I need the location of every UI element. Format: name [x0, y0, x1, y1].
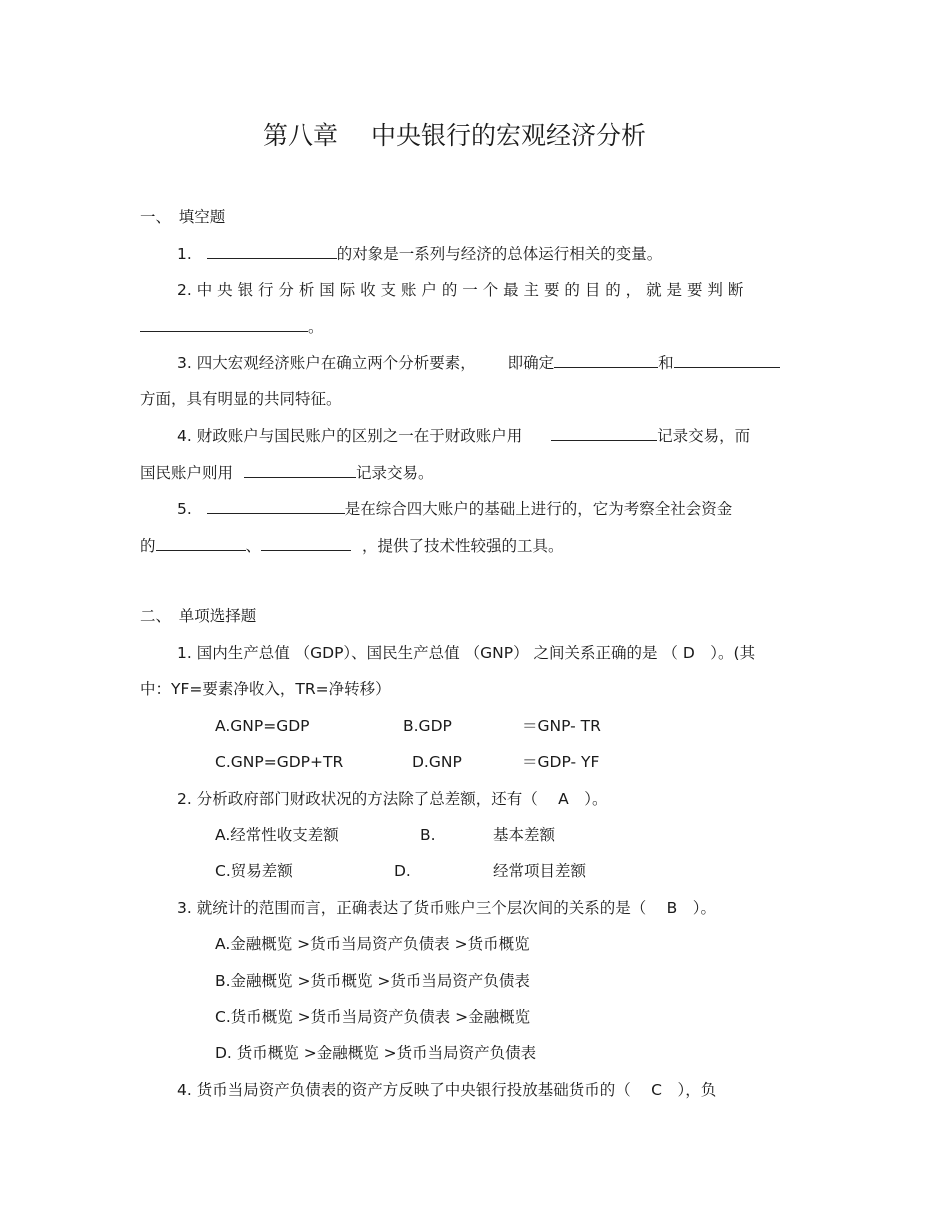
- option-a: A.经常性收支差额: [215, 826, 339, 844]
- option-b-text: 基本差额: [493, 826, 556, 844]
- question-1-3-line2: 方面，具有明显的共同特征。: [140, 390, 342, 408]
- question-text: 和: [658, 354, 674, 372]
- question-1-1: [177, 243, 662, 264]
- question-2-3-line1: 3. 就统计的范围而言，正确表达了货币账户三个层次间的关系的是（ B ）。: [177, 899, 717, 917]
- option-b: B.GDP: [403, 717, 452, 735]
- question-2-1-line1: 1. 国内生产总值 （GDP）、国民生产总值 （GNP） 之间关系正确的是 （ D ）。(其: [177, 644, 756, 662]
- question-number: 5.: [177, 500, 192, 518]
- option-c: C.GNP=GDP+TR: [215, 753, 344, 771]
- question-text: 即确定: [507, 354, 555, 372]
- answer-blank: [207, 498, 345, 514]
- option-d: D.GNP: [412, 753, 462, 771]
- option-c: C.货币概览 >货币当局资产负债表 >金融概览: [215, 1008, 531, 1026]
- question-text: 3. 四大宏观经济账户在确立两个分析要素，: [177, 354, 476, 372]
- option-a: A.金融概览 >货币当局资产负债表 >货币概览: [215, 935, 530, 953]
- answer-blank: [244, 462, 356, 478]
- question-text: 4. 财政账户与国民账户的区别之一在于财政账户用: [177, 427, 523, 445]
- question-1-2-line2: [140, 316, 324, 337]
- answer-blank: [207, 243, 337, 259]
- option-b: B.: [420, 826, 436, 844]
- question-1-5-line1: [177, 498, 732, 519]
- question-text: 记录交易，而: [657, 427, 751, 445]
- question-2-1-line2: 中：YF=要素净收入，TR=净转移）: [140, 680, 391, 698]
- question-number: 1.: [177, 245, 192, 263]
- option-c: C.贸易差额: [215, 862, 293, 880]
- answer-blank: [261, 535, 351, 551]
- answer-blank: [140, 316, 308, 332]
- answer-blank: [551, 425, 657, 441]
- page-title: 第八章 中央银行的宏观经济分析: [263, 121, 646, 150]
- section-heading-single-choice: 二、 单项选择题: [140, 607, 257, 625]
- question-2-4-line1: 4. 货币当局资产负债表的资产方反映了中央银行投放基础货币的（ C ），负: [177, 1081, 717, 1099]
- question-text: ，提供了技术性较强的工具。: [361, 537, 564, 555]
- option-b: B.金融概览 >货币概览 >货币当局资产负债表: [215, 972, 530, 990]
- answer-blank: [674, 352, 780, 368]
- answer-blank: [554, 352, 658, 368]
- question-text: 。: [308, 318, 324, 336]
- option-d-text: ＝GDP- YF: [522, 753, 600, 771]
- option-b-text: ＝GNP- TR: [522, 717, 601, 735]
- question-1-3-line1: [177, 352, 780, 373]
- option-d-text: 经常项目差额: [493, 862, 587, 880]
- question-text: 是在综合四大账户的基础上进行的，它为考察全社会资金: [344, 500, 733, 518]
- section-heading-fill-in: 一、 填空题: [140, 208, 226, 226]
- question-text: 的对象是一系列与经济的总体运行相关的变量。: [336, 245, 663, 263]
- question-text: 国民账户则用: [140, 464, 234, 482]
- question-text: 的: [140, 537, 156, 555]
- separator: 、: [245, 537, 262, 555]
- question-text: 2. 中 央 银 行 分 析 国 际 收 支 账 户 的 一 个 最 主 要 的 目 的 ， 就 是 要 判 断: [177, 281, 744, 299]
- question-text: 记录交易。: [355, 464, 434, 482]
- answer-blank: [156, 535, 246, 551]
- option-d: D. 货币概览 >金融概览 >货币当局资产负债表: [215, 1044, 537, 1062]
- question-1-4-line2: [140, 462, 433, 483]
- option-a: A.GNP=GDP: [215, 717, 310, 735]
- option-d: D.: [394, 862, 411, 880]
- question-1-5-line2: [140, 535, 563, 556]
- question-1-2-line1: [177, 280, 809, 300]
- question-2-2-line1: 2. 分析政府部门财政状况的方法除了总差额，还有（ A ）。: [177, 790, 608, 808]
- question-1-4-line1: [177, 425, 750, 446]
